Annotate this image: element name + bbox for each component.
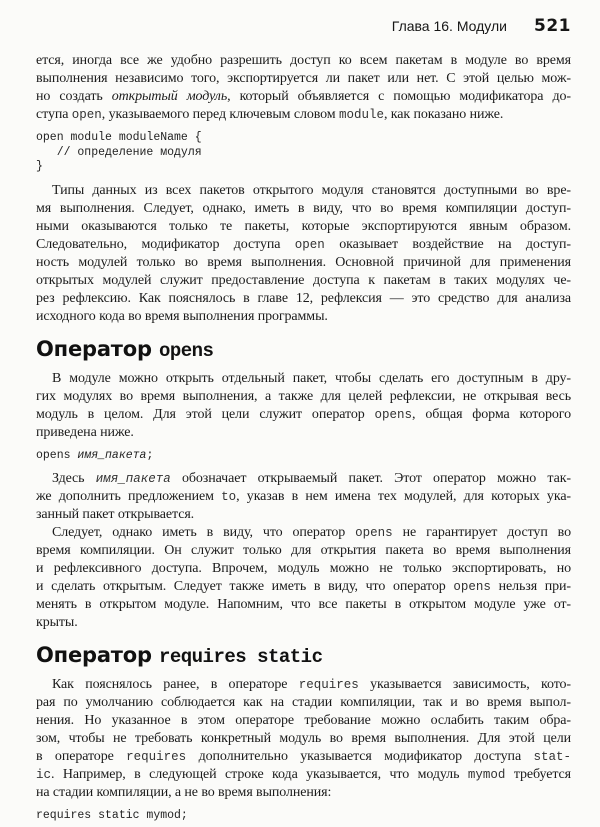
chapter-title: Глава 16. Модули: [391, 18, 507, 34]
code-line: requires static mymod;: [36, 809, 188, 822]
text-line: Следует, однако иметь в виду, что оператор opens не гарантирует доступ во: [52, 525, 571, 540]
code-line: opens имя_пакета;: [36, 448, 154, 462]
text-line: зом, чтобы не требовать конкретный модуль во время выполнения. Для этой цели: [36, 731, 571, 746]
body-paragraph: [36, 676, 571, 802]
text-line: ными оказываются только те пакеты, которые экспортируются явным образом.: [36, 218, 571, 234]
running-head: [36, 16, 571, 36]
body-paragraph: [36, 370, 571, 442]
code-line: open module moduleName {: [36, 131, 202, 144]
code-block: [36, 449, 571, 464]
text-line: Как пояснялось ранее, в операторе requires указывается зависимость, кото-: [52, 677, 571, 692]
text-line: рая по умолчанию соблюдается как на стадии компиляции, так и во время выпол-: [36, 695, 571, 710]
text-line: занный пакет открывается.: [36, 507, 195, 522]
section-heading: [36, 337, 571, 364]
text-line: исходного кода во время выполнения программы.: [36, 308, 328, 324]
text-line: рез рефлексию. Как пояснялось в главе 12, рефлексия — это средство для анализа: [36, 290, 571, 306]
text-line: Здесь имя_пакета обозначает открываемый пакет. Этот оператор можно так-: [52, 471, 571, 486]
body-paragraph: [36, 470, 571, 524]
text-line: Оператор opens: [36, 336, 214, 362]
text-line: модуль в целом. Для этой цели служит оператор opens, общая форма которого: [36, 406, 571, 422]
code-block: [36, 809, 571, 824]
text-line: время компиляции. Он служит только для открытия пакета во время выполнения: [36, 543, 571, 558]
section-heading: [36, 643, 571, 670]
text-line: и сделать открытым. Следует также иметь в виду, что оператор opens нельзя при-: [36, 579, 571, 594]
code-block: [36, 131, 571, 175]
text-line: же дополнить предложением to, указав в нем имена тех модулей, для которых ука-: [36, 489, 571, 504]
text-line: нения. Но указанное в этом операторе требование можно ослабить таким обра-: [36, 713, 571, 728]
text-line: ступа open, указываемого перед ключевым словом module, как показано ниже.: [36, 107, 504, 122]
text-line: ется, иногда все же удобно разрешить доступ ко всем пакетам в модуле во время: [36, 53, 571, 68]
text-line: ность модулей только во время выполнения. Основной причиной для применения: [36, 254, 571, 270]
text-line: гих модулях во время выполнения, а также для целей рефлексии, не открывая весь: [36, 388, 571, 404]
body-paragraph: [36, 182, 571, 326]
code-line: // определение модуля: [36, 145, 202, 159]
text-line: крыты.: [36, 615, 78, 630]
text-line: в операторе requires дополнительно указывается модификатор доступа stat-: [36, 749, 571, 764]
text-line: но создать открытый модуль, который объявляется с помощью модификатора до-: [36, 89, 571, 104]
body-paragraph: [36, 524, 571, 632]
code-line: }: [36, 160, 43, 173]
text-line: менять в открытом модуле. Напомним, что все пакеты в открытом модуле уже от-: [36, 597, 571, 612]
text-line: Типы данных из всех пакетов открытого модуля становятся доступными во вре-: [52, 182, 571, 198]
text-line: открытых модулей служит предоставление доступа к пакетам в таких модулях че-: [36, 272, 571, 288]
text-line: выполнения независимо того, экспортируется ли пакет или нет. С этой целью мож-: [36, 71, 571, 86]
text-line: Оператор requires static: [36, 643, 323, 668]
text-line: на стадии компиляции, а не во время выполнения:: [36, 785, 332, 800]
text-line: и рефлексивного доступа. Впрочем, модуль можно не только экспортировать, но: [36, 561, 571, 576]
text-line: ic. Например, в следующей строке кода указывается, что модуль mymod требуется: [36, 767, 571, 782]
body-paragraph: [36, 52, 571, 124]
page-number: 521: [534, 16, 571, 36]
text-line: В модуле можно открыть отдельный пакет, чтобы сделать его доступным в дру-: [52, 370, 571, 386]
text-line: приведена ниже.: [36, 424, 134, 440]
page-content: [36, 52, 571, 824]
text-line: мя выполнения. Следует, однако, иметь в виду, что во время компиляции доступ-: [36, 200, 571, 216]
text-line: Следовательно, модификатор доступа open оказывает воздействие на доступ-: [36, 236, 571, 252]
